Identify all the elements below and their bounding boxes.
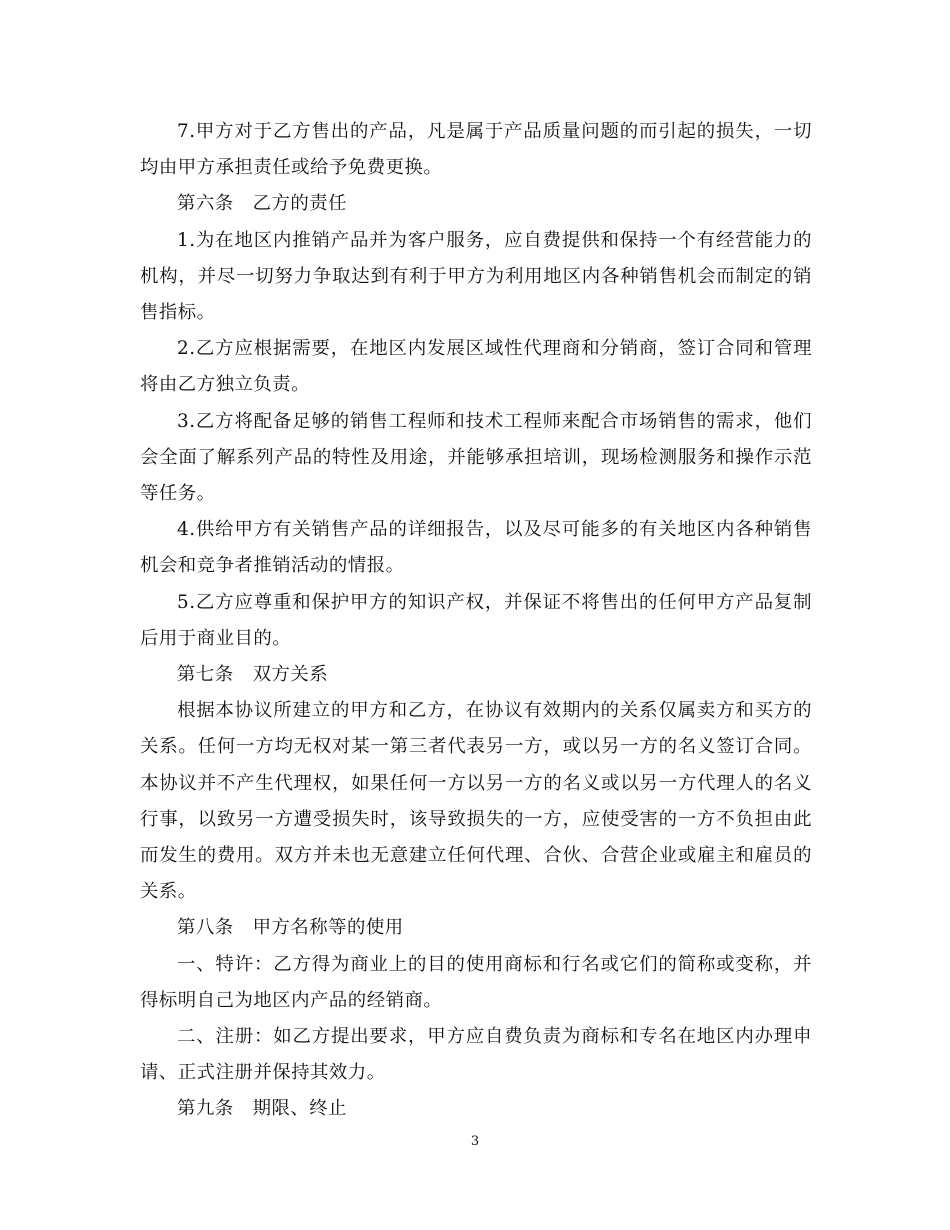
article-6-item-1: 1.为在地区内推销产品并为客户服务，应自费提供和保持一个有经营能力的机构，并尽一切努力争取达到有利于甲方为利用地区内各种销售机会而制定的销售指标。 [140, 229, 812, 324]
article-6-item-2: 2.乙方应根据需要，在地区内发展区域性代理商和分销商，签订合同和管理将由乙方独立负责。 [140, 338, 812, 396]
article-6-item-4: 4.供给甲方有关销售产品的详细报告，以及尽可能多的有关地区内各种销售机会和竞争者推销活动的情报。 [140, 519, 812, 577]
article-8-heading: 第八条 甲方名称等的使用 [177, 917, 404, 939]
article-9-heading: 第九条 期限、终止 [177, 1098, 348, 1120]
article-7-body: 根据本协议所建立的甲方和乙方，在协议有效期内的关系仅属卖方和买方的关系。任何一方均无权对某一第三者代表另一方，或以另一方的名义签订合同。本协议并不产生代理权，如果任何一方以另一方的名义或以另一方代理人的名义行事，以致另一方遭受损失时，该导致损失的一方，应使受害的一方不负担由此而发生的费用。双方并未也无意建立任何代理、合伙、合营企业或雇主和雇员的关系。 [140, 700, 812, 903]
article-6-item-5: 5.乙方应尊重和保护甲方的知识产权，并保证不将售出的任何甲方产品复制后用于商业目的。 [140, 591, 812, 649]
article-6-item-3: 3.乙方将配备足够的销售工程师和技术工程师来配合市场销售的需求，他们会全面了解系列产品的特性及用途，并能够承担培训，现场检测服务和操作示范等任务。 [140, 410, 812, 505]
article-8-item-2: 二、注册：如乙方提出要求，甲方应自费负责为商标和专名在地区内办理申请、正式注册并保持其效力。 [140, 1026, 812, 1084]
clause-5-item-7: 7.甲方对于乙方售出的产品，凡是属于产品质量问题的而引起的损失，一切均由甲方承担责任或给予免费更换。 [140, 121, 812, 179]
page-number: 3 [470, 1134, 480, 1149]
article-8-item-1: 一、特许：乙方得为商业上的目的使用商标和行名或它们的简称或变称，并得标明自己为地区内产品的经销商。 [140, 953, 812, 1011]
document-body [140, 114, 812, 1128]
article-7-heading: 第七条 双方关系 [177, 664, 329, 686]
article-6-heading: 第六条 乙方的责任 [177, 193, 348, 215]
